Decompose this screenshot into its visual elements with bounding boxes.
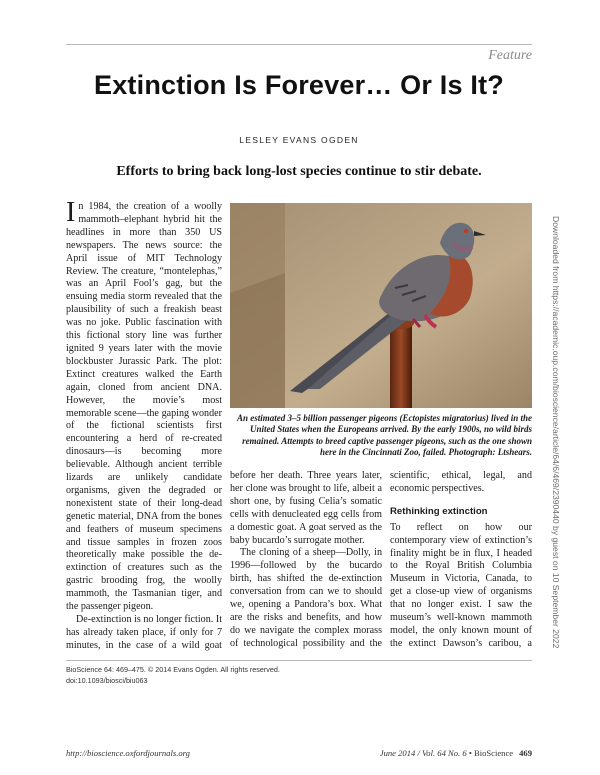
passenger-pigeon-illustration xyxy=(230,203,532,408)
paragraph: De-extinction is no longer fiction. It has already taken place, if only for 7 minutes, in the case of a wild goat xyxy=(66,614,222,651)
paragraph xyxy=(66,201,222,614)
journal-url-link[interactable]: http://bioscience.oxfordjournals.org xyxy=(66,748,190,758)
photo-caption: An estimated 3–5 billion passenger pigeons (Ectopistes migratorius) lived in the United States when the Europeans arrived. By the early 1900s, no wild birds remained. Attempts to breed captive passenger pigeons, such as the one shown here in the Cincinnati Zoo, failed. Photograph: Ltshears. xyxy=(236,413,532,458)
download-note: Downloaded from https://academic.oup.com/bioscience/article/64/6/469/2390440 by guest on 10 September 2022 xyxy=(551,216,561,649)
drop-cap: I xyxy=(66,201,76,228)
doi-text: doi:10.1093/biosci/biu063 xyxy=(66,675,148,685)
paragraph: scientific, ethical, legal, and economic perspectives. xyxy=(390,470,532,494)
journal-name: BioScience xyxy=(473,748,514,758)
page-number: 469 xyxy=(519,748,532,758)
download-sidebar xyxy=(548,216,562,649)
section-label: Feature xyxy=(488,48,532,63)
citation-text: BioScience 64: 469–475. © 2014 Evans Ogden. All rights reserved. xyxy=(66,665,280,674)
paragraph: before her death. Three years later, her clone was brought to life, albeit a short one, by fusing Celia’s somatic cells with denucleated egg cells from a domestic goat. A goat served as the baby bucardo’s surrogate mother. xyxy=(230,470,382,546)
paragraph: The cloning of a sheep—Dolly, in 1996—followed by the bucardo birth, has shifted the de-extinction conversation from can we to should we, opening a Pandora’s box. What are the risks and benefits, and how do we navigate the complex morass of technological possibility and the xyxy=(230,547,382,649)
body-column-3 xyxy=(390,470,532,651)
issue-info xyxy=(380,748,532,758)
author-byline: LESLEY EVANS OGDEN xyxy=(239,135,359,145)
paragraph-text: n 1984, the creation of a woolly mammoth–elephant hybrid hit the headlines in more than 350 US newspapers. The news source: the April issue of MIT Technology Review. The creature, “montelephas,” was an April Fool’s gag, but the ensuing media storm revealed that the plausibility of such a freakish beast was no joke. Public fascination with this fictional story line was further ignited 9 years later with the movie blockbuster Jurassic Park. The plot: Extinct creatures walked the Earth again, cloned from ancient DNA. However, the movie’s most memorable scene—the gaping wonder of the fictional scientists first encountering a herd of re-created dinosaurs—is becoming more believable. Although ancient terrible lizards are unlikely candidate organisms, given the degraded or nonexistent state of their long-dead genetic material, DNA from the bones and feathers of museum specimens and tissue samples in frozen zoos theoretically make possible the de-extinction of creatures such as the gastric brooding frog, the woolly mammoth, the Tasmanian tiger, and the passenger pigeon. xyxy=(66,201,222,613)
article-deck: Efforts to bring back long-lost species continue to stir debate. xyxy=(116,164,482,179)
citation-footnote xyxy=(66,660,532,686)
passenger-pigeon-photo xyxy=(230,203,532,408)
article-title: Extinction Is Forever… Or Is It? xyxy=(94,70,504,100)
subheading: Rethinking extinction xyxy=(390,505,488,517)
issue-text: June 2014 / Vol. 64 No. 6 • xyxy=(379,748,472,758)
header-rule xyxy=(66,44,532,67)
paragraph: To reflect on how our contemporary view of extinction’s finality might be in flux, I headed to the Royal British Columbia Museum in Victoria, Canada, to get a close-up view of organisms that no longer exist. I saw the museum’s well-known mammoth model, the only known mount of the extinct Dawson’s caribou, a xyxy=(390,521,532,649)
body-column-1 xyxy=(66,201,222,651)
body-column-2 xyxy=(230,470,382,651)
